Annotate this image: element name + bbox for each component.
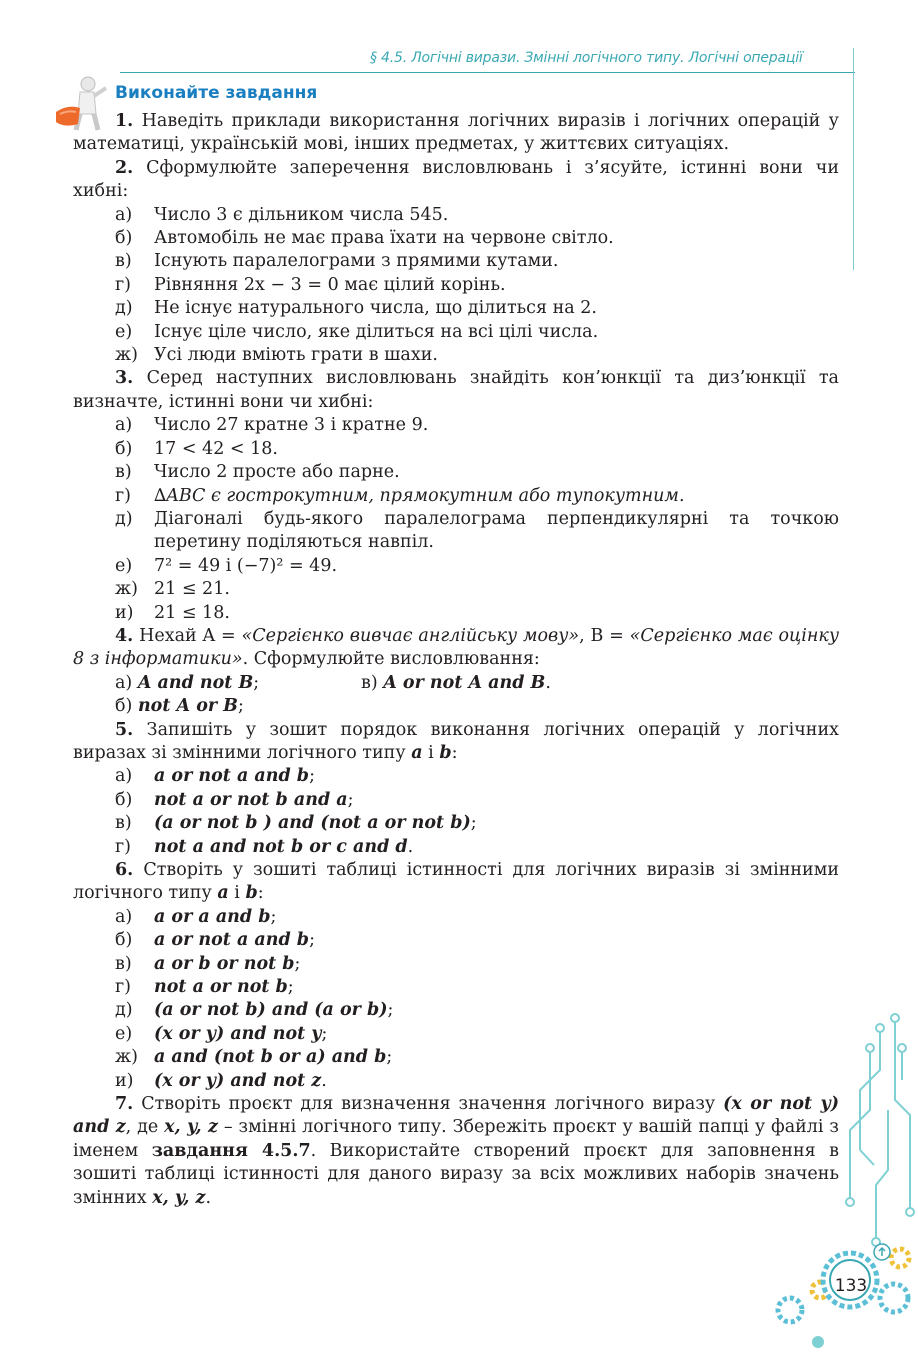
exercise-text: , де (125, 1117, 159, 1138)
conjunction: і (234, 883, 240, 904)
list-item: д) (a or not b) and (a or b); (73, 999, 839, 1022)
exercise-text: Створіть проєкт для визначення значення логічного виразу (141, 1094, 716, 1115)
var-a: a (217, 883, 229, 904)
item-label: в) (115, 813, 132, 834)
list-item: ж) a and (not b or a) and b; (73, 1046, 839, 1069)
item-label: г) (115, 836, 131, 857)
exercise-6: 6. Створіть у зошиті таблиці істинності для логічних виразів зі змінними логічного типу a і b: (73, 860, 839, 904)
item-text: A and not B (137, 672, 254, 693)
item-label: ж) (115, 1047, 138, 1068)
list-item: е) (x or y) and not y; (73, 1023, 839, 1046)
item-label: в) (115, 462, 132, 483)
item-text: not a and not b or c and d (154, 836, 408, 857)
item-text: Усі люди вміють грати в шахи. (154, 345, 438, 366)
item-text: A or not A and B (383, 672, 546, 693)
item-label: е) (115, 1023, 133, 1044)
item-text: 21 ≤ 21. (154, 579, 230, 600)
list-item: в) A or not A and B. (361, 672, 551, 693)
item-text: a or a and b (154, 906, 271, 927)
section-title: Виконайте завдання (115, 83, 318, 103)
exercise-4 (73, 625, 839, 672)
exercise-7: 7. Створіть проєкт для визначення значення логічного виразу (x or not y) and z, де x, y, z – змінні логічного типу. Збережіть проєкт у вашій папці у файлі з іменем завдання 4.5.7. Використайте створений проєкт для заповнення в зошиті таблиці істинності для даного виразу за всіх можливих наборів значень змінних x, y, z. (73, 1094, 839, 1208)
list-item: а) A and not B; (115, 672, 260, 693)
var-b: b (245, 883, 258, 904)
item-text: not a or not b and a (154, 789, 348, 810)
exercise-number: 2. (115, 157, 134, 178)
list-item (73, 578, 839, 601)
exercise-text: , B = (579, 625, 630, 646)
item-label: г) (115, 977, 131, 998)
quote-b: «Сергієнко має оцінку 8 з інформатики» (73, 625, 839, 670)
exercise-1 (73, 110, 839, 157)
exercise-text: Нехай A = (139, 625, 242, 646)
item-label: г) (115, 274, 131, 295)
list-item (73, 274, 839, 297)
exercise-list (73, 110, 839, 1210)
exercise-number: 7. (115, 1094, 134, 1115)
exercise-text: Сформулюйте заперечення висловлювань і з’ясуйте, істинні вони чи хибні: (73, 157, 839, 202)
list-item (73, 508, 839, 555)
exercise-2 (73, 157, 839, 204)
list-item: б) not a or not b and a; (73, 789, 839, 812)
item-label: а) (115, 766, 133, 787)
item-label: а) (115, 415, 133, 436)
item-label: ж) (115, 579, 138, 600)
margin-rule (853, 48, 854, 270)
list-item (73, 344, 839, 367)
item-label: б) (115, 438, 133, 459)
variables: x, y, z (152, 1187, 206, 1208)
item-text: (a or not b ) and (not a or not b) (154, 813, 471, 834)
exercise-text: . Сформулюйте висловлювання: (242, 649, 540, 670)
exercise-text: Наведіть приклади використання логічних виразів і логічних операцій у математиці, українській мові, інших предметах, у життєвих ситуаціях. (73, 111, 839, 155)
item-text: ∆ABC є гострокутним, прямокутним або тупокутним. (154, 485, 685, 506)
list-item (73, 438, 839, 461)
item-label: б) (115, 930, 133, 951)
list-item (73, 555, 839, 578)
item-label: д) (115, 298, 133, 319)
file-name: завдання 4.5.7 (151, 1140, 311, 1161)
item-text: a or not a and b (154, 930, 310, 951)
item-text: a or b or not b (154, 953, 295, 974)
list-item (73, 297, 839, 320)
item-label: д) (115, 1000, 133, 1021)
exercise-text: – змінні логічного типу. Збережіть проєкт у вашій папці у файлі з іменем (73, 1117, 839, 1161)
list-item: г) not a and not b or c and d. (73, 836, 839, 859)
item-text: Автомобіль не має права їхати на червоне світло. (154, 228, 614, 249)
header-rule (120, 72, 855, 73)
item-label: в) (115, 251, 132, 272)
item-text: not a or not b (154, 977, 288, 998)
item-text: Рівняння 2x − 3 = 0 має цілий корінь. (154, 274, 506, 295)
exercise-text: Запишіть у зошит порядок виконання логічних операцій у логічних виразах зі змінними логічного типу (73, 719, 839, 763)
item-label: б) (115, 789, 133, 810)
item-text: Існують паралелограми з прямими кутами. (154, 251, 559, 272)
list-item (73, 227, 839, 250)
running-header: § 4.5. Логічні вирази. Змінні логічного типу. Логічні операції (370, 50, 803, 66)
page-number: 133 (834, 1276, 868, 1296)
list-item: а) a or not a and b; (73, 765, 839, 788)
item-text: Число 3 є дільником числа 545. (154, 204, 449, 225)
item-label: д) (115, 508, 133, 529)
exercise-number: 4. (115, 625, 134, 646)
list-item: и) (x or y) and not z. (73, 1070, 839, 1093)
item-text: a or not a and b (154, 766, 310, 787)
item-label: а) (115, 906, 133, 927)
expression: (x or not y) and z (73, 1094, 839, 1138)
var-b: b (439, 742, 452, 763)
list-item (73, 204, 839, 227)
item-label: б) (115, 228, 133, 249)
list-item (73, 321, 839, 344)
list-item: в) (a or not b ) and (not a or not b); (73, 812, 839, 835)
item-text: Число 27 кратне 3 і кратне 9. (154, 415, 429, 436)
item-text: Діагоналі будь-якого паралелограма перпендикулярні та точкою перетину поділяються навпіл. (154, 508, 839, 553)
list-item: б) a or not a and b; (73, 929, 839, 952)
list-item: б) not A or B; (115, 696, 244, 717)
item-text: Не існує натурального числа, що ділиться на 2. (154, 298, 597, 319)
item-text: not A or B (137, 696, 238, 717)
var-a: a (411, 742, 423, 763)
list-item: в) a or b or not b; (73, 953, 839, 976)
exercise-number: 6. (115, 860, 134, 880)
exercise-text: Створіть у зошиті таблиці істинності для логічних виразів зі змінними логічного типу (73, 860, 839, 904)
item-label: а) (115, 204, 133, 225)
item-text: Число 2 просте або парне. (154, 462, 400, 483)
item-label: е) (115, 555, 133, 576)
list-item (73, 414, 839, 437)
list-item (73, 461, 839, 484)
exercise-number: 1. (115, 111, 134, 131)
exercise-text: . Використайте створений проєкт для заповнення в зошиті таблиці істинності для даного виразу за всіх можливих наборів значень змінних (73, 1140, 839, 1208)
item-label: б) (115, 696, 133, 717)
list-item (73, 485, 839, 508)
exercise-number: 3. (115, 368, 134, 389)
item-text: (a or not b) and (a or b) (154, 1000, 388, 1021)
list-item (73, 602, 839, 625)
list-row (73, 672, 839, 695)
item-text: 7² = 49 і (−7)² = 49. (154, 555, 338, 576)
item-label: г) (115, 485, 131, 506)
item-text: (x or y) and not y (154, 1023, 322, 1044)
item-text: (x or y) and not z (154, 1070, 322, 1091)
item-label: и) (115, 1070, 134, 1091)
exercise-3 (73, 367, 839, 414)
item-text: 17 < 42 < 18. (154, 438, 278, 459)
exercise-text: Серед наступних висловлювань знайдіть кон’юнкції та диз’юнкції та визначте, істинні вони чи хибні: (73, 368, 839, 412)
conjunction: і (428, 742, 434, 763)
exercise-5: 5. Запишіть у зошит порядок виконання логічних операцій у логічних виразах зі змінними логічного типу a і b: (73, 719, 839, 763)
item-label: а) (115, 672, 133, 693)
exercise-number: 5. (115, 719, 134, 740)
item-label: и) (115, 602, 134, 623)
item-text: Існує ціле число, яке ділиться на всі цілі числа. (154, 321, 599, 342)
list-item: а) a or a and b; (73, 906, 839, 929)
item-text: a and (not b or a) and b (154, 1047, 387, 1068)
variables: x, y, z (164, 1117, 218, 1138)
list-item: г) not a or not b; (73, 976, 839, 999)
item-label: в) (361, 672, 378, 693)
item-label: ж) (115, 345, 138, 366)
list-item (73, 250, 839, 273)
item-label: е) (115, 321, 133, 342)
quote-a: «Сергієнко вивчає англійську мову» (241, 625, 580, 646)
item-label: в) (115, 953, 132, 974)
item-text: 21 ≤ 18. (154, 602, 230, 623)
list-row (73, 695, 839, 718)
